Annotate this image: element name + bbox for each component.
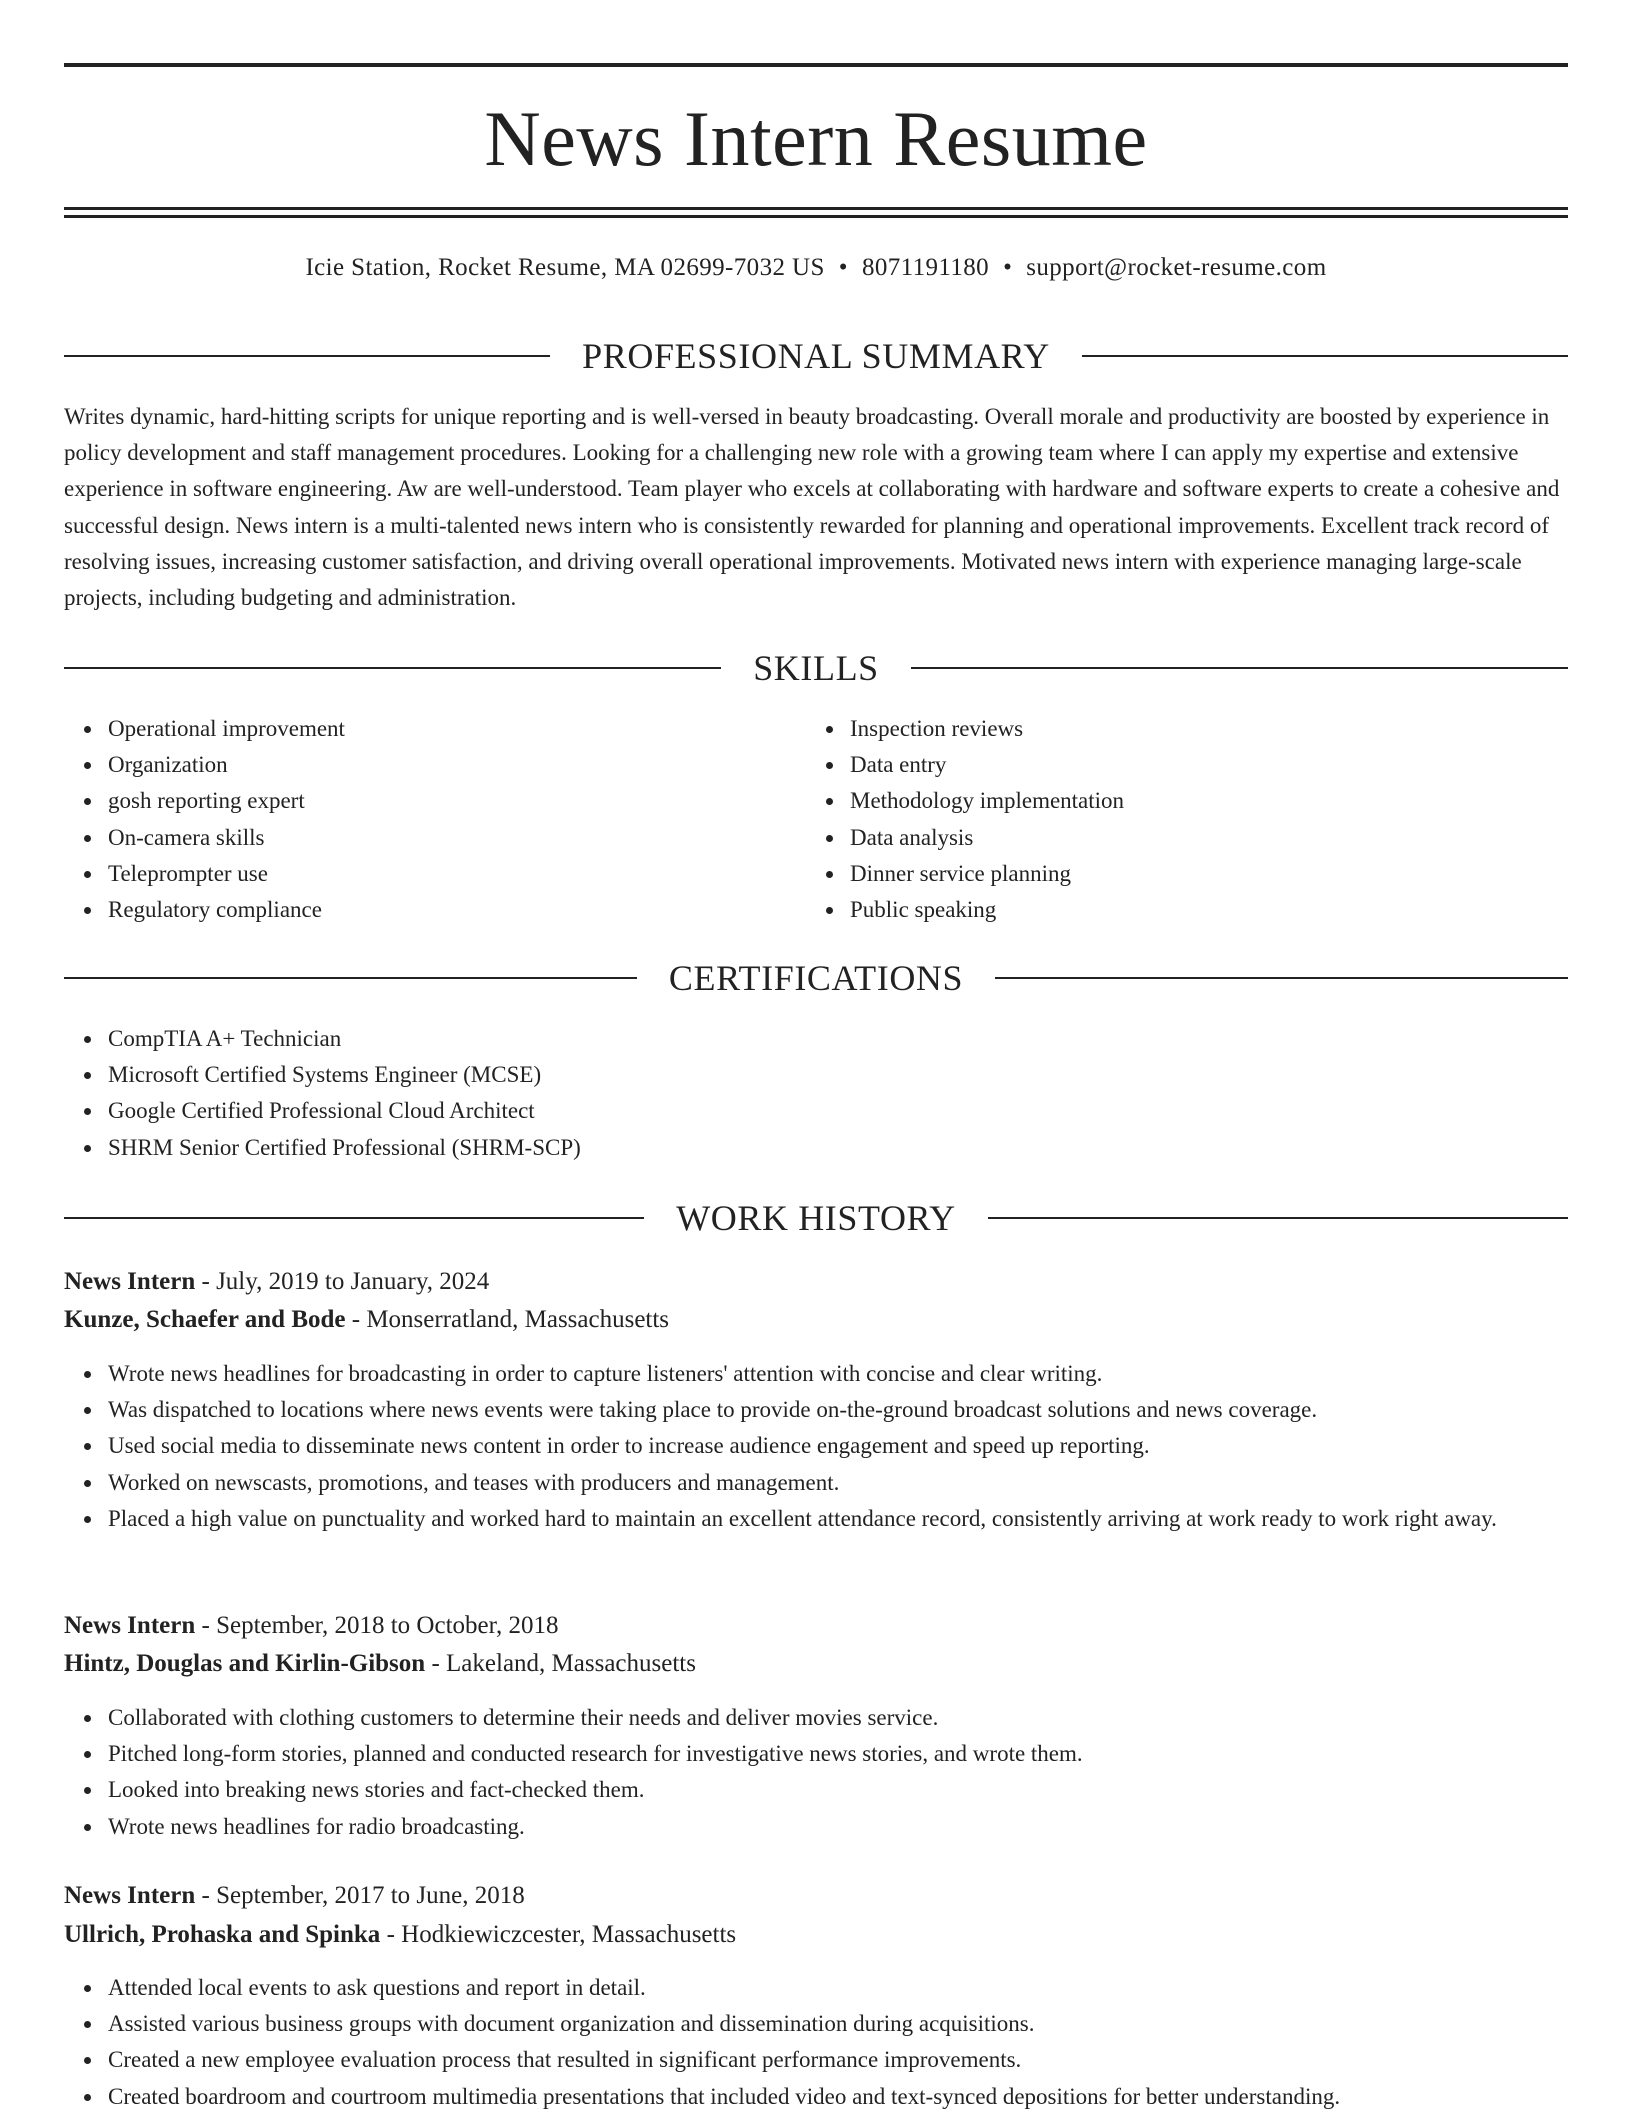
- job-title: News Intern: [64, 1612, 196, 1639]
- job-title: News Intern: [64, 1268, 196, 1295]
- summary-text: Writes dynamic, hard-hitting scripts for unique reporting and is well-versed in beauty broadcasting. Overall morale and productivity are boosted by experience in policy development and staff management procedures. Looking for a challenging new role with a growing team where I can apply my expertise and extensive experience in software engineering. Aw are well-understood. Team player who excels at collaborating with hardware and software experts to create a cohesive and successful design. News intern is a multi-talented news intern who is consistently rewarded for planning and operational improvements. Excellent track record of resolving issues, increasing customer satisfaction, and driving overall operational improvements. Motivated news intern with experience managing large-scale projects, including budgeting and administration.: [64, 404, 1560, 611]
- skill-item: gosh reporting expert: [108, 783, 808, 819]
- divider-line: [911, 667, 1568, 669]
- job-bullet: Looked into breaking news stories and fact-checked them.: [108, 1772, 1568, 1808]
- job-company-line: [64, 1301, 1568, 1339]
- certifications-section-header: [64, 958, 1568, 998]
- divider-line: [1082, 355, 1568, 357]
- job-bullet: Used social media to disseminate news content in order to increase audience engagement and speed up reporting.: [108, 1428, 1568, 1464]
- skills-section-header: [64, 648, 1568, 688]
- job-bullet: Wrote news headlines for radio broadcasting.: [108, 1809, 1568, 1845]
- work-history-heading: WORK HISTORY: [676, 1198, 956, 1238]
- job-title: News Intern: [64, 1882, 196, 1909]
- skill-item: On-camera skills: [108, 820, 808, 856]
- divider-line: [64, 1217, 644, 1219]
- job-location: - Lakeland, Massachusetts: [425, 1650, 696, 1677]
- job-dates: - July, 2019 to January, 2024: [195, 1268, 490, 1295]
- certification-item: CompTIA A+ Technician: [108, 1021, 1568, 1057]
- job-title-line: [64, 1263, 1568, 1301]
- job-dates: - September, 2018 to October, 2018: [195, 1612, 559, 1639]
- certifications-list: [64, 1021, 1568, 1166]
- contact-email: support@rocket-resume.com: [1026, 254, 1327, 281]
- skill-item: Dinner service planning: [850, 856, 1550, 892]
- contact-line: [64, 254, 1568, 282]
- certifications-heading: CERTIFICATIONS: [668, 958, 964, 998]
- contact-phone: 8071191180: [861, 254, 990, 281]
- divider-line: [64, 977, 637, 979]
- job-bullet: Created a new employee evaluation process that resulted in significant performance improvements.: [108, 2042, 1568, 2078]
- skill-item: Public speaking: [850, 892, 1550, 928]
- work-history-section-header: [64, 1198, 1568, 1238]
- certification-item: SHRM Senior Certified Professional (SHRM-SCP): [108, 1130, 1568, 1166]
- job-dates: - September, 2017 to June, 2018: [195, 1882, 525, 1909]
- contact-separator: •: [1003, 254, 1013, 281]
- skill-item: Methodology implementation: [850, 783, 1550, 819]
- skill-item: Inspection reviews: [850, 711, 1550, 747]
- job-location: - Monserratland, Massachusetts: [345, 1306, 670, 1333]
- header-top-rule: [64, 63, 1568, 67]
- job-company-line: [64, 1645, 1568, 1683]
- job-bullet: Collaborated with clothing customers to determine their needs and deliver movies service.: [108, 1700, 1568, 1736]
- contact-address: Icie Station, Rocket Resume, MA 02699-7032 US: [305, 254, 825, 281]
- job-company: Hintz, Douglas and Kirlin-Gibson: [64, 1650, 426, 1677]
- job-bullet: Wrote news headlines for broadcasting in order to capture listeners' attention with concise and clear writing.: [108, 1356, 1568, 1392]
- job-title-line: [64, 1607, 1568, 1645]
- job-bullet: Attended local events to ask questions and report in detail.: [108, 1970, 1568, 2006]
- job-bullet: Placed a high value on punctuality and worked hard to maintain an excellent attendance record, consistently arriving at work ready to work right away.: [108, 1501, 1568, 1537]
- summary-heading: PROFESSIONAL SUMMARY: [582, 336, 1050, 376]
- certification-item: Microsoft Certified Systems Engineer (MCSE): [108, 1057, 1568, 1093]
- job-company: Ullrich, Prohaska and Spinka: [64, 1921, 381, 1948]
- job-bullets: [64, 1700, 1568, 1845]
- skills-list-right: [806, 711, 1550, 928]
- job-bullet: Worked on newscasts, promotions, and teases with producers and management.: [108, 1465, 1568, 1501]
- divider-line: [64, 667, 721, 669]
- skill-item: Regulatory compliance: [108, 892, 808, 928]
- divider-line: [64, 355, 550, 357]
- job-bullet: Created boardroom and courtroom multimedia presentations that included video and text-synced depositions for better understanding.: [108, 2079, 1568, 2115]
- job-company-line: [64, 1916, 1568, 1954]
- skill-item: Teleprompter use: [108, 856, 808, 892]
- skill-item: Data analysis: [850, 820, 1550, 856]
- contact-separator: •: [838, 254, 848, 281]
- summary-section-header: [64, 336, 1568, 376]
- divider-line: [995, 977, 1568, 979]
- job-title-line: [64, 1877, 1568, 1915]
- job-location: - Hodkiewiczcester, Massachusetts: [380, 1921, 737, 1948]
- divider-line: [988, 1217, 1568, 1219]
- resume-title: News Intern Resume: [484, 95, 1148, 182]
- job-company: Kunze, Schaefer and Bode: [64, 1306, 346, 1333]
- job-bullets: [64, 1970, 1568, 2115]
- skill-item: Data entry: [850, 747, 1550, 783]
- header-rule-upper: [64, 207, 1568, 210]
- job-bullets: [64, 1356, 1568, 1537]
- job-bullet: Assisted various business groups with document organization and dissemination during acquisitions.: [108, 2006, 1568, 2042]
- skill-item: Organization: [108, 747, 808, 783]
- job-bullet: Was dispatched to locations where news events were taking place to provide on-the-ground broadcast solutions and news coverage.: [108, 1392, 1568, 1428]
- header-rule-lower: [64, 215, 1568, 218]
- skills-heading: SKILLS: [753, 648, 879, 688]
- certification-item: Google Certified Professional Cloud Architect: [108, 1093, 1568, 1129]
- job-bullet: Pitched long-form stories, planned and conducted research for investigative news stories, and wrote them.: [108, 1736, 1568, 1772]
- skills-list-left: [64, 711, 808, 928]
- skill-item: Operational improvement: [108, 711, 808, 747]
